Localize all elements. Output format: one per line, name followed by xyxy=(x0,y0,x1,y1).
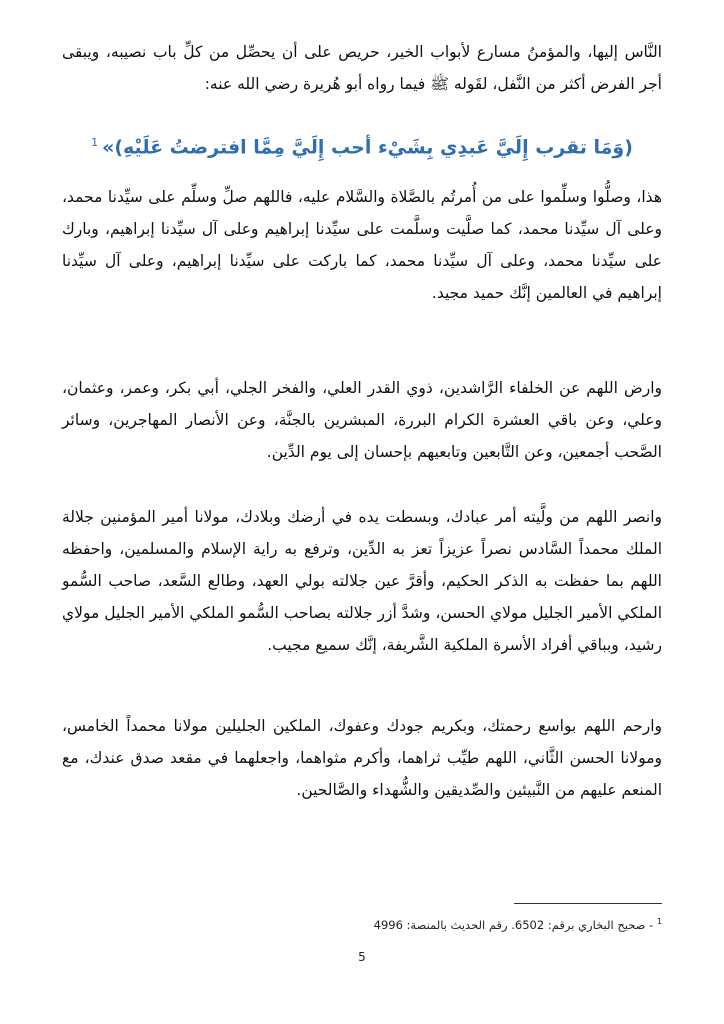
page-number: 5 xyxy=(358,950,366,964)
paragraph-rahma: وارحم اللهم بواسع رحمتك، وبكريم جودك وعفوك، الملكين الجليلين مولانا محمداً الخامس، ومولانا الحسن الثَّاني، اللهم طيِّب ثراهما، وأكرم مثواهما، واجعلهما في مقعد صدق عندك، مع المنعم عليهم من النَّبيئين والصِّديقين والشُّهداء والصَّالحين. xyxy=(62,717,662,799)
footnote-text: - صحيح البخاري برقم: 6502. رقم الحديث بالمنصة: 4996 xyxy=(373,917,654,932)
footnote-divider xyxy=(514,903,662,904)
hadith-quote-text: (وَمَا تقرب إِلَيَّ عَبدِي بِشَيْء أحب إِلَيَّ مِمَّا افترضتُ عَلَيْهِ)» xyxy=(102,136,633,159)
paragraph-salat: هذا، وصلُّوا وسلِّموا على من أُمرتُم بالصَّلاة والسَّلام عليه، فاللهم صلِّ وسلِّم على سيِّدنا محمد، وعلى آل سيِّدنا محمد، كما صلَّيت وسلَّمت على سيِّدنا إبراهيم وعلى آل سيِّدنا إبراهيم، وبارك على سيِّدنا محمد، وعلى آل سيِّدنا محمد، كما باركت على سيِّدنا إبراهيم، وعلى آل سيِّدنا إبراهيم في العالمين إنَّك حميد مجيد. xyxy=(62,188,662,302)
hadith-quote xyxy=(62,123,662,167)
footnote xyxy=(62,913,662,934)
paragraph-khulafa: وارض اللهم عن الخلفاء الرَّاشدين، ذوي القدر العلي، والفخر الجلي، أبي بكر، وعمر، وعثمان، وعلي، وعن باقي العشرة الكرام البررة، المبشرين بالجنَّة، وعن الأنصار المهاجرين، وسائر الصَّحب أجمعين، وعن التَّابعين وتابعيهم بإحسان إلى يوم الدِّين. xyxy=(62,379,662,461)
paragraph-king: وانصر اللهم من ولَّيته أمر عبادك، وبسطت يده في أرضك وبلادك، مولانا أمير المؤمنين جلالة الملك محمداً السَّادس نصراً عزيزاً تعز به الدِّين، وترفع به راية الإسلام والمسلمين، واحفظه اللهم بما حفظت به الذكر الحكيم، وأقرَّ عين جلالته بولي العهد، وطالع السَّعد، صاحب السُّمو الملكي الأمير الجليل مولاي الحسن، وشدَّ أزر جلالته بصاحب السُّمو الملكي الأمير الجليل مولاي رشيد، وبباقي أفراد الأسرة الملكية الشَّريفة، إنَّك سميع مجيب. xyxy=(62,508,662,654)
document-page xyxy=(62,0,662,1024)
paragraph-intro: النَّاس إليها، والمؤمنُ مسارع لأبواب الخير، حريص على أن يحصِّل من كلِّ باب نصيبه، ويبقى أجر الفرض أكثر من النَّفل، لقَوله ﷺ فيما رواه أبو هُريرة رضي الله عنه: xyxy=(62,43,662,93)
footnote-marker: 1 xyxy=(656,917,662,926)
footnote-ref[interactable]: 1 xyxy=(91,136,99,149)
